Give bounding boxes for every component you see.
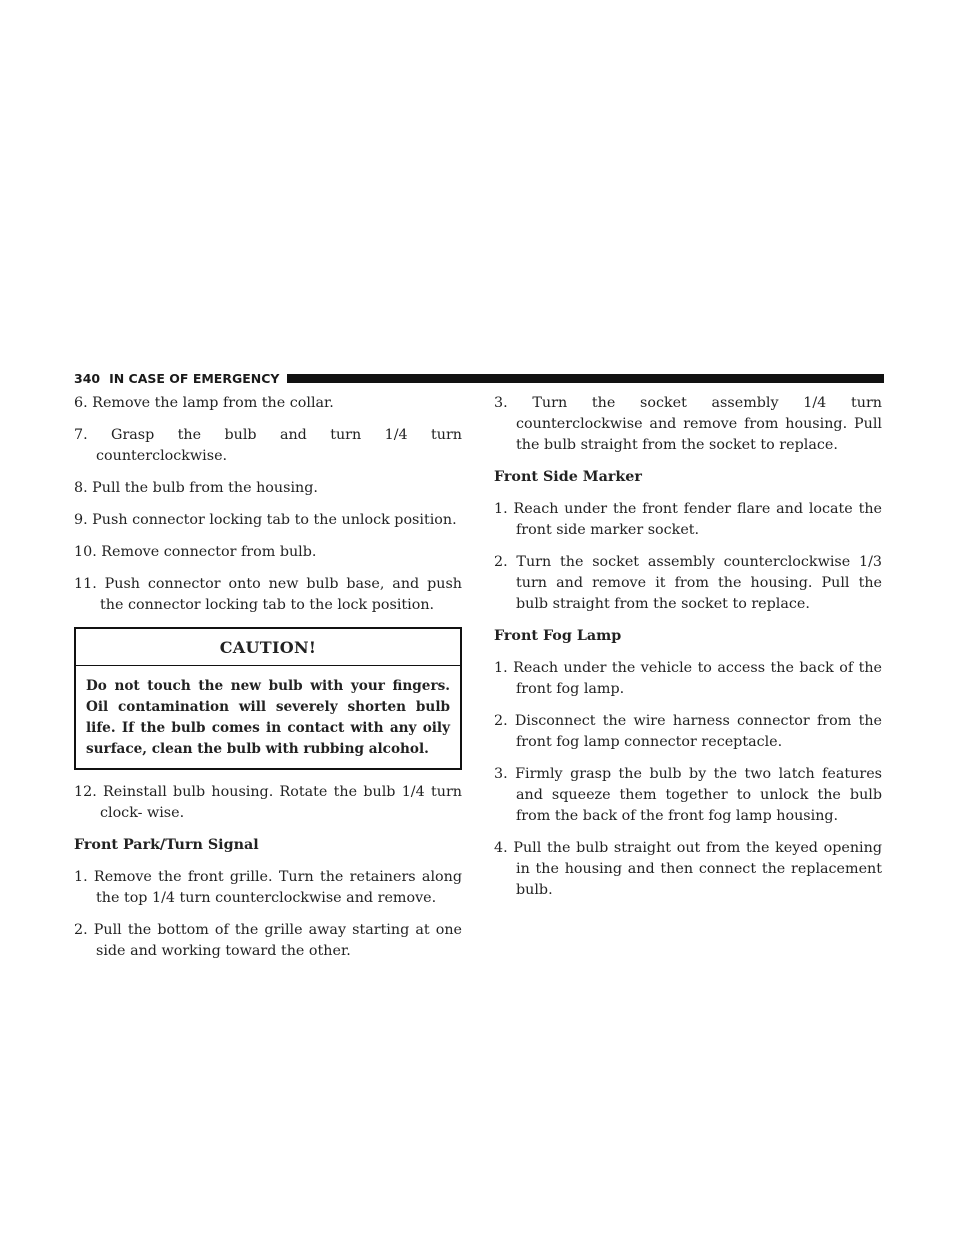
step-item: 4. Pull the bulb straight out from the keyed opening in the housing and then connect the replacement bulb. xyxy=(494,840,882,898)
step-item: 1. Remove the front grille. Turn the retainers along the top 1/4 turn counterclockwise and remove. xyxy=(74,869,462,906)
header-rule xyxy=(287,374,884,383)
section-heading-side-marker: Front Side Marker xyxy=(494,469,642,485)
step-item: 2. Turn the socket assembly counterclockwise 1/3 turn and remove it from the housing. Pull the bulb straight from the socket to replace. xyxy=(494,554,882,612)
page-header xyxy=(74,370,884,386)
step-item: 8. Pull the bulb from the housing. xyxy=(74,480,318,496)
caution-text: Do not touch the new bulb with your fingers. Oil contamination will severely shorten bulb life. If the bulb comes in contact with any oily surface, clean the bulb with rubbing alcohol. xyxy=(86,678,450,757)
page-number: 340 xyxy=(74,370,101,386)
step-item: 12. Reinstall bulb housing. Rotate the bulb 1/4 turn clock- wise. xyxy=(74,784,462,821)
step-item: 10. Remove connector from bulb. xyxy=(74,544,317,560)
step-item: 2. Pull the bottom of the grille away starting at one side and working toward the other. xyxy=(74,922,462,959)
step-item: 6. Remove the lamp from the collar. xyxy=(74,395,334,411)
section-title: IN CASE OF EMERGENCY xyxy=(109,370,280,386)
step-item: 11. Push connector onto new bulb base, and push the connector locking tab to the lock position. xyxy=(74,576,462,613)
section-heading-fog-lamp: Front Fog Lamp xyxy=(494,628,622,644)
step-item: 7. Grasp the bulb and turn 1/4 turn counterclockwise. xyxy=(74,427,462,464)
left-column xyxy=(74,393,462,973)
step-item: 1. Reach under the vehicle to access the back of the front fog lamp. xyxy=(494,660,882,697)
step-item: 1. Reach under the front fender flare and locate the front side marker socket. xyxy=(494,501,882,538)
section-heading-park-turn: Front Park/Turn Signal xyxy=(74,837,259,853)
caution-box xyxy=(74,627,462,770)
caution-title: CAUTION! xyxy=(76,629,460,666)
step-item: 9. Push connector locking tab to the unlock position. xyxy=(74,512,457,528)
step-item: 3. Firmly grasp the bulb by the two latch features and squeeze them together to unlock the bulb from the back of the front fog lamp housing. xyxy=(494,766,882,824)
step-item: 2. Disconnect the wire harness connector from the front fog lamp connector receptacle. xyxy=(494,713,882,750)
step-item: 3. Turn the socket assembly 1/4 turn counterclockwise and remove from housing. Pull the bulb straight from the socket to replace. xyxy=(494,395,882,453)
right-column xyxy=(494,393,882,912)
